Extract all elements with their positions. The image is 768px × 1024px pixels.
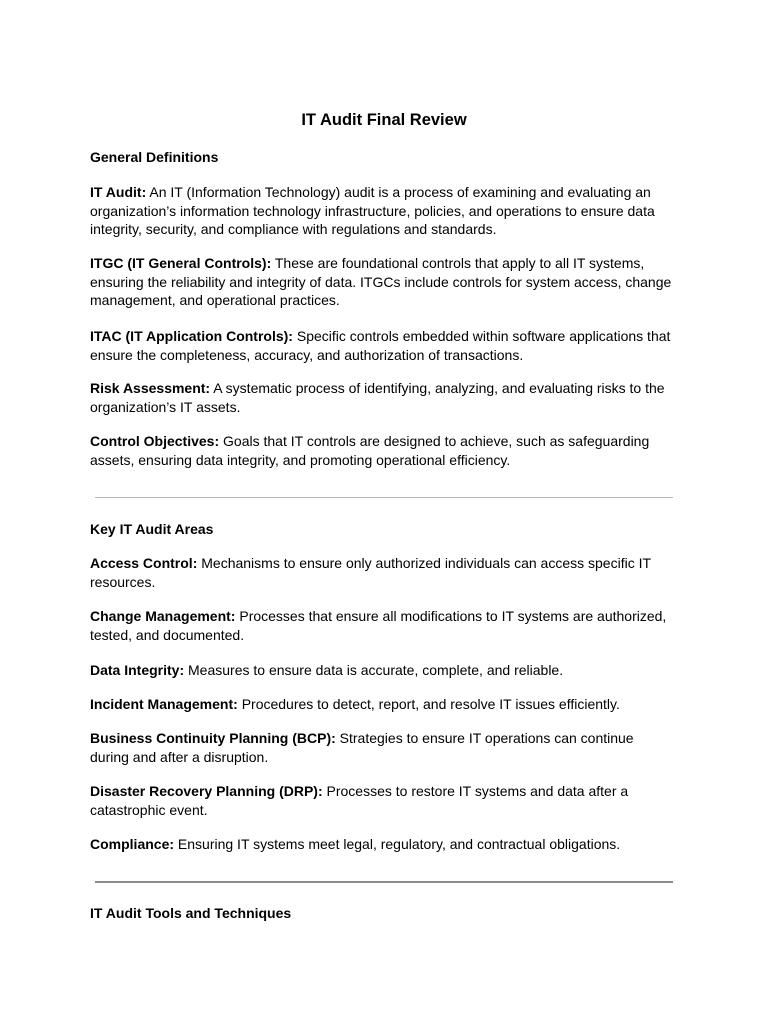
section-heading-general-definitions: General Definitions xyxy=(90,149,219,165)
area-incident-management xyxy=(90,695,672,714)
area-term: Business Continuity Planning (BCP): xyxy=(90,730,336,746)
section-divider xyxy=(95,881,673,883)
area-term: Change Management: xyxy=(90,608,236,624)
area-data-integrity xyxy=(90,661,672,680)
area-business-continuity-planning xyxy=(90,729,672,766)
area-text: Processes to restore IT systems and data after a catastrophic event. xyxy=(90,783,629,818)
definition-text: A systematic process of identifying, analyzing, and evaluating risks to the organization’s IT assets. xyxy=(90,380,665,415)
section-divider xyxy=(95,497,673,498)
definition-control-objectives xyxy=(90,432,672,469)
area-disaster-recovery-planning xyxy=(90,782,672,819)
area-text: Processes that ensure all modifications to IT systems are authorized, tested, and documented. xyxy=(90,608,667,643)
section-heading-key-audit-areas: Key IT Audit Areas xyxy=(90,521,214,537)
area-term: Data Integrity: xyxy=(90,662,185,678)
definition-itgc xyxy=(90,254,672,310)
definition-text: An IT (Information Technology) audit is a process of examining and evaluating an organization’s information technology infrastructure, policies, and operations to ensure data integrity, security, and compliance with regulations and standards. xyxy=(90,184,655,238)
definition-itac xyxy=(90,327,672,364)
definition-risk-assessment xyxy=(90,379,672,416)
area-term: Compliance: xyxy=(90,836,175,852)
area-change-management xyxy=(90,607,672,644)
area-term: Access Control: xyxy=(90,555,198,571)
definition-text: Goals that IT controls are designed to achieve, such as safeguarding assets, ensuring data integrity, and promoting operational efficiency. xyxy=(90,433,650,468)
area-text: Measures to ensure data is accurate, complete, and reliable. xyxy=(188,662,564,678)
definition-term: ITGC (IT General Controls): xyxy=(90,255,272,271)
definition-text: These are foundational controls that apply to all IT systems, ensuring the reliability and integrity of data. ITGCs include controls for system access, change management, and operational practices. xyxy=(90,255,672,309)
section-heading-tools-and-techniques: IT Audit Tools and Techniques xyxy=(90,905,292,921)
area-text: Procedures to detect, report, and resolve IT issues efficiently. xyxy=(241,696,620,712)
area-access-control xyxy=(90,554,672,591)
area-term: Disaster Recovery Planning (DRP): xyxy=(90,783,323,799)
definition-it-audit xyxy=(90,183,672,239)
definition-term: Risk Assessment: xyxy=(90,380,211,396)
area-compliance xyxy=(90,835,672,854)
definition-term: IT Audit: xyxy=(90,184,147,200)
area-text: Strategies to ensure IT operations can continue during and after a disruption. xyxy=(90,730,634,765)
area-text: Mechanisms to ensure only authorized individuals can access specific IT resources. xyxy=(90,555,651,590)
definition-term: ITAC (IT Application Controls): xyxy=(90,328,293,344)
area-text: Ensuring IT systems meet legal, regulatory, and contractual obligations. xyxy=(177,836,621,852)
definition-text: Specific controls embedded within software applications that ensure the completeness, accuracy, and authorization of transactions. xyxy=(90,328,671,363)
area-term: Incident Management: xyxy=(90,696,238,712)
document-title: IT Audit Final Review xyxy=(301,111,467,129)
definition-term: Control Objectives: xyxy=(90,433,220,449)
